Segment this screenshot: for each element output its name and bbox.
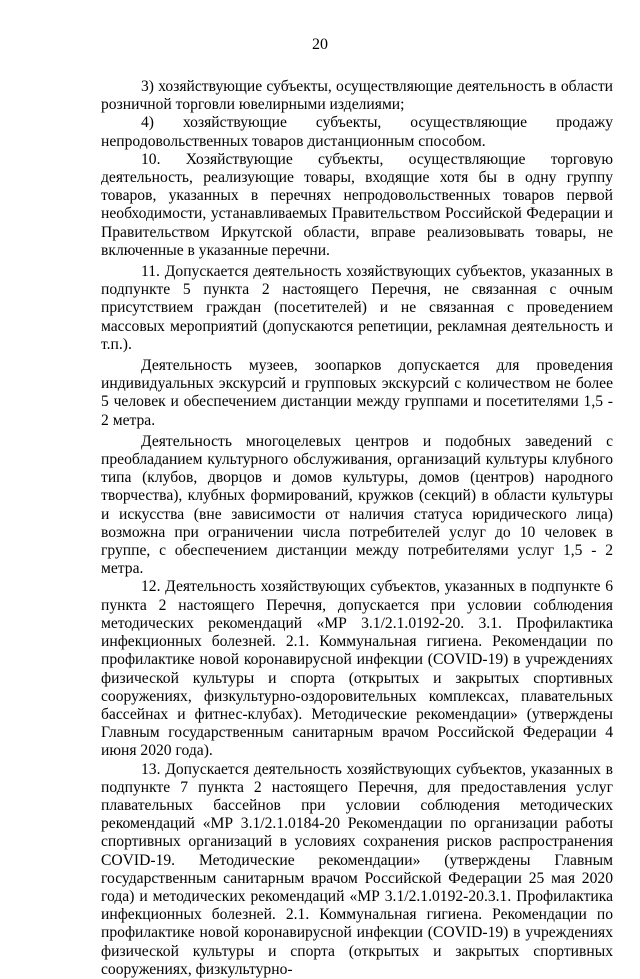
paragraph-13: 13. Допускается деятельность хозяйствующих субъектов, указанных в подпункте 7 пункта 2 настоящего Перечня, для предоставления услуг плавательных бассейнов при условии соблюдения методических рекомендаций «МР 3.1/2.1.0184-20 Рекомендации по организации работы спортивных организаций в условиях сохранения рисков распространения COVID-19. Методические рекомендации» (утверждены Главным государственным санитарным врачом Российской Федерации 25 мая 2020 года) и методических рекомендаций «МР 3.1/2.1.0192-20.3.1. Профилактика инфекционных болезней. 2.1. Коммунальная гигиена. Рекомендации по профилактике новой коронавирусной инфекции (COVID-19) в учреждениях физической культуры и спорта (открытых и закрытых спортивных сооружениях, физкультурно-	[101, 760, 613, 978]
paragraph-item-3: 3) хозяйствующие субъекты, осуществляющие деятельность в области розничной торговли ювелирными изделиями;	[101, 78, 613, 114]
paragraph-12: 12. Деятельность хозяйствующих субъектов, указанных в подпункте 6 пункта 2 настоящего Перечня, допускается при условии соблюдения методических рекомендаций «МР 3.1/2.1.0192-20. 3.1. Профилактика инфекционных болезней. 2.1. Коммунальная гигиена. Рекомендации по профилактике новой коронавирусной инфекции (COVID-19) в учреждениях физической культуры и спорта (открытых и закрытых спортивных сооружениях, физкультурно-оздоровительных комплексах, плавательных бассейнах и фитнес-клубах). Методические рекомендации» (утверждены Главным государственным санитарным врачом Российской Федерации 4 июня 2020 года).	[101, 578, 613, 760]
page-number: 20	[312, 36, 328, 53]
paragraph-item-4: 4) хозяйствующие субъекты, осуществляющие продажу непродовольственных товаров дистанционным способом.	[101, 114, 613, 150]
paragraph-10: 10. Хозяйствующие субъекты, осуществляющие торговую деятельность, реализующие товары, входящие хотя бы в одну группу товаров, указанных в перечнях непродовольственных товаров первой необходимости, устанавливаемых Правительством Российской Федерации и Правительством Иркутской области, вправе реализовывать товары, не включенные в указанные перечни.	[101, 150, 613, 259]
paragraph-museums: Деятельность музеев, зоопарков допускается для проведения индивидуальных экскурсий и групповых экскурсий с количеством не более 5 человек и обеспечением дистанции между группами и посетителями 1,5 - 2 метра.	[101, 357, 613, 429]
paragraph-cultural-centers: Деятельность многоцелевых центров и подобных заведений с преобладанием культурного обслуживания, организаций культуры клубного типа (клубов, дворцов и домов культуры, домов (центров) народного творчества), клубных формирований, кружков (секций) в области культуры и искусства (вне зависимости от наличия статуса юридического лица) возможна при ограничении числа потребителей услуг до 10 человек в группе, с обеспечением дистанции между потребителями услуг 1,5 - 2 метра.	[101, 432, 613, 578]
paragraph-11: 11. Допускается деятельность хозяйствующих субъектов, указанных в подпункте 5 пункта 2 настоящего Перечня, не связанная с очным присутствием граждан (посетителей) и не связанная с проведением массовых мероприятий (допускаются репетиции, рекламная деятельность и т.п.).	[101, 263, 613, 353]
document-body	[101, 78, 613, 979]
